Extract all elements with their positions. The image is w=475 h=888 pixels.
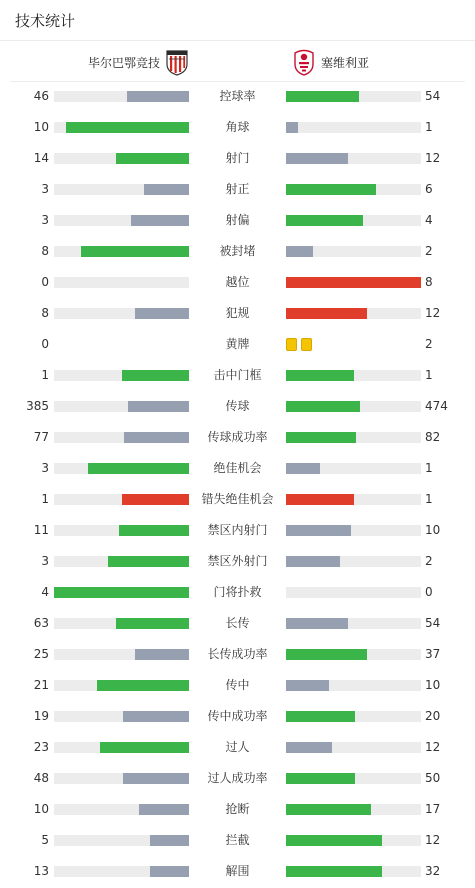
away-stat-bar [286,866,421,877]
stat-row [0,515,475,546]
away-stat-value: 1 [425,492,433,506]
away-stat-bar [286,153,421,164]
sevilla-crest-icon [292,48,316,76]
divider [0,40,475,41]
home-stat-value: 19 [33,709,49,723]
home-stat-bar-fill [119,525,189,536]
away-stat-value: 6 [425,182,433,196]
home-stat-value: 21 [33,678,49,692]
away-stat-value: 17 [425,802,441,816]
home-stat-bar-fill [116,618,189,629]
away-stat-bar [286,742,421,753]
home-stat-bar [54,215,189,226]
home-stat-bar-fill [123,773,189,784]
away-stat-bar-fill [286,804,371,815]
home-stat-bar [54,246,189,257]
away-stat-value: 12 [425,151,441,165]
home-stat-value: 3 [41,182,49,196]
home-stat-bar-fill [123,711,189,722]
home-stat-value: 3 [41,461,49,475]
home-stat-bar-fill [150,866,189,877]
stat-row [0,391,475,422]
home-stat-bar [54,184,189,195]
away-stat-value: 4 [425,213,433,227]
away-stat-value: 1 [425,461,433,475]
away-stat-bar [286,618,421,629]
home-stat-value: 23 [33,740,49,754]
home-stat-bar [54,711,189,722]
home-stat-bar-fill [150,835,189,846]
home-stat-bar [54,432,189,443]
home-stat-value: 8 [41,244,49,258]
home-stat-value: 11 [33,523,49,537]
home-stat-bar-fill [122,370,190,381]
home-stat-bar [54,153,189,164]
away-stat-bar-fill [286,184,376,195]
home-stat-bar [54,401,189,412]
away-stat-bar [286,215,421,226]
home-stat-value: 10 [33,802,49,816]
away-stat-bar [286,494,421,505]
away-stat-bar [286,184,421,195]
stat-row [0,670,475,701]
home-stat-bar [54,308,189,319]
stat-label: 犯规 [225,306,250,320]
home-stat-value: 5 [41,833,49,847]
stat-row [0,267,475,298]
stat-row [0,484,475,515]
away-yellow-cards [286,338,312,351]
home-stat-value: 63 [33,616,49,630]
away-stat-value: 1 [425,368,433,382]
stat-row [0,608,475,639]
away-stat-value: 10 [425,523,441,537]
home-stat-bar-fill [100,742,189,753]
away-stat-bar [286,308,421,319]
stat-row [0,329,475,360]
stat-row [0,360,475,391]
yellow-card-icon [286,338,297,351]
home-stat-bar [54,742,189,753]
away-stat-bar [286,401,421,412]
home-stat-bar [54,680,189,691]
away-stat-value: 20 [425,709,441,723]
stat-label: 黄牌 [225,337,250,351]
home-stat-bar [54,835,189,846]
away-stat-bar-fill [286,773,355,784]
away-stat-bar-fill [286,835,382,846]
away-stat-bar-fill [286,153,348,164]
stat-label: 传中 [225,678,250,692]
home-stat-bar-fill [54,587,189,598]
stat-row [0,794,475,825]
away-stat-bar-fill [286,432,356,443]
away-team-name: 塞维利亚 [321,55,370,70]
home-stat-bar-fill [81,246,189,257]
home-stat-bar-fill [66,122,189,133]
stat-row [0,81,475,112]
home-stat-bar-fill [97,680,189,691]
home-stat-value: 77 [33,430,49,444]
stat-label: 传球成功率 [207,430,268,444]
stat-label: 抢断 [225,802,250,816]
home-stat-bar [54,463,189,474]
yellow-card-icon [301,338,312,351]
stat-label: 角球 [225,120,250,134]
away-stat-bar [286,246,421,257]
away-stat-bar-fill [286,649,367,660]
home-stat-bar [54,866,189,877]
stat-row [0,174,475,205]
home-stat-bar [54,587,189,598]
away-stat-bar [286,122,421,133]
stat-row [0,236,475,267]
away-stat-bar-fill [286,494,354,505]
home-stat-bar [54,91,189,102]
stat-row [0,732,475,763]
stat-label: 过人 [225,740,250,754]
home-stat-bar-fill [127,91,189,102]
away-stat-bar [286,711,421,722]
away-stat-value: 1 [425,120,433,134]
home-stat-bar-fill [116,153,189,164]
away-stat-bar [286,804,421,815]
stat-row [0,856,475,887]
team-header [0,46,475,78]
home-stat-bar [54,277,189,288]
away-stat-value: 12 [425,306,441,320]
stat-row [0,205,475,236]
stat-label: 过人成功率 [207,771,268,785]
away-stat-value: 8 [425,275,433,289]
stat-row [0,825,475,856]
away-stat-bar [286,525,421,536]
home-stat-value: 25 [33,647,49,661]
home-stat-bar-fill [124,432,189,443]
home-stat-bar-fill [108,556,189,567]
stat-label: 门将扑救 [213,585,262,599]
home-stat-bar [54,649,189,660]
away-stat-bar-fill [286,122,298,133]
home-stat-value: 3 [41,213,49,227]
home-stat-value: 1 [41,368,49,382]
stat-row [0,577,475,608]
away-stat-bar [286,432,421,443]
away-stat-bar-fill [286,525,351,536]
home-stat-value: 0 [41,275,49,289]
away-stat-value: 37 [425,647,441,661]
away-stat-value: 2 [425,337,433,351]
away-stat-value: 54 [425,89,441,103]
away-stat-value: 50 [425,771,441,785]
away-stat-bar-fill [286,370,354,381]
stat-label: 传中成功率 [207,709,268,723]
away-stat-bar-fill [286,91,359,102]
away-stat-bar-fill [286,308,367,319]
home-stat-bar-fill [144,184,189,195]
home-stat-bar-fill [131,215,189,226]
away-stat-bar [286,773,421,784]
away-team[interactable] [292,46,369,78]
home-stat-bar [54,525,189,536]
stat-row [0,298,475,329]
stats-list [0,81,475,887]
away-stat-bar-fill [286,680,329,691]
stat-label: 被封堵 [219,244,256,258]
athletic-bilbao-crest-icon [165,48,189,76]
away-stat-bar [286,463,421,474]
away-stat-bar-fill [286,618,348,629]
stat-label: 射正 [225,182,250,196]
stat-row [0,639,475,670]
home-stat-bar [54,370,189,381]
away-stat-bar-fill [286,556,340,567]
away-stat-value: 2 [425,554,433,568]
stat-label: 解围 [225,864,250,878]
away-stat-bar-fill [286,866,382,877]
away-stat-bar [286,587,421,598]
away-stat-bar-fill [286,463,320,474]
stat-label: 禁区外射门 [207,554,268,568]
stat-row [0,701,475,732]
away-stat-value: 82 [425,430,441,444]
stat-label: 击中门框 [213,368,262,382]
home-stat-value: 1 [41,492,49,506]
stat-row [0,112,475,143]
home-stat-value: 385 [26,399,49,413]
home-stat-bar-fill [135,308,189,319]
away-stat-bar [286,277,421,288]
home-stat-bar [54,773,189,784]
away-stat-value: 12 [425,740,441,754]
home-team[interactable] [88,46,189,78]
home-stat-bar [54,556,189,567]
away-stat-bar [286,91,421,102]
stat-row [0,143,475,174]
stat-label: 拦截 [225,833,250,847]
away-stat-bar-fill [286,401,360,412]
home-stat-value: 0 [41,337,49,351]
home-stat-bar [54,804,189,815]
home-stat-value: 4 [41,585,49,599]
stat-row [0,546,475,577]
home-stat-value: 14 [33,151,49,165]
away-stat-value: 54 [425,616,441,630]
home-stat-bar [54,618,189,629]
home-stat-value: 46 [33,89,49,103]
home-stat-bar [54,122,189,133]
home-stat-bar-fill [122,494,190,505]
away-stat-value: 2 [425,244,433,258]
stat-row [0,763,475,794]
home-team-name: 毕尔巴鄂竞技 [87,55,160,70]
stat-label: 错失绝佳机会 [201,492,274,506]
away-stat-bar [286,649,421,660]
away-stat-bar [286,680,421,691]
stat-row [0,453,475,484]
away-stat-bar-fill [286,711,355,722]
away-stat-bar-fill [286,742,332,753]
home-stat-value: 13 [33,864,49,878]
away-stat-value: 10 [425,678,441,692]
stat-label: 绝佳机会 [213,461,262,475]
home-stat-bar-fill [128,401,189,412]
away-stat-bar [286,835,421,846]
away-stat-bar-fill [286,215,363,226]
stat-label: 射偏 [225,213,250,227]
away-stat-bar [286,370,421,381]
away-stat-value: 32 [425,864,441,878]
home-stat-value: 3 [41,554,49,568]
home-stat-bar [54,494,189,505]
away-stat-value: 12 [425,833,441,847]
home-stat-bar-fill [88,463,189,474]
stat-label: 禁区内射门 [207,523,268,537]
away-stat-bar-fill [286,277,421,288]
away-stat-bar [286,556,421,567]
home-stat-value: 10 [33,120,49,134]
home-stat-value: 48 [33,771,49,785]
away-stat-value: 0 [425,585,433,599]
page-title: 技术统计 [15,12,76,30]
away-stat-bar-fill [286,246,313,257]
stat-label: 射门 [225,151,250,165]
stat-label: 长传 [225,616,250,630]
away-stat-value: 474 [425,399,448,413]
home-stat-value: 8 [41,306,49,320]
stat-label: 长传成功率 [207,647,268,661]
stat-label: 越位 [225,275,250,289]
stat-label: 传球 [225,399,250,413]
stat-row [0,422,475,453]
stat-label: 控球率 [219,89,256,103]
home-stat-bar-fill [135,649,189,660]
home-stat-bar-fill [139,804,189,815]
